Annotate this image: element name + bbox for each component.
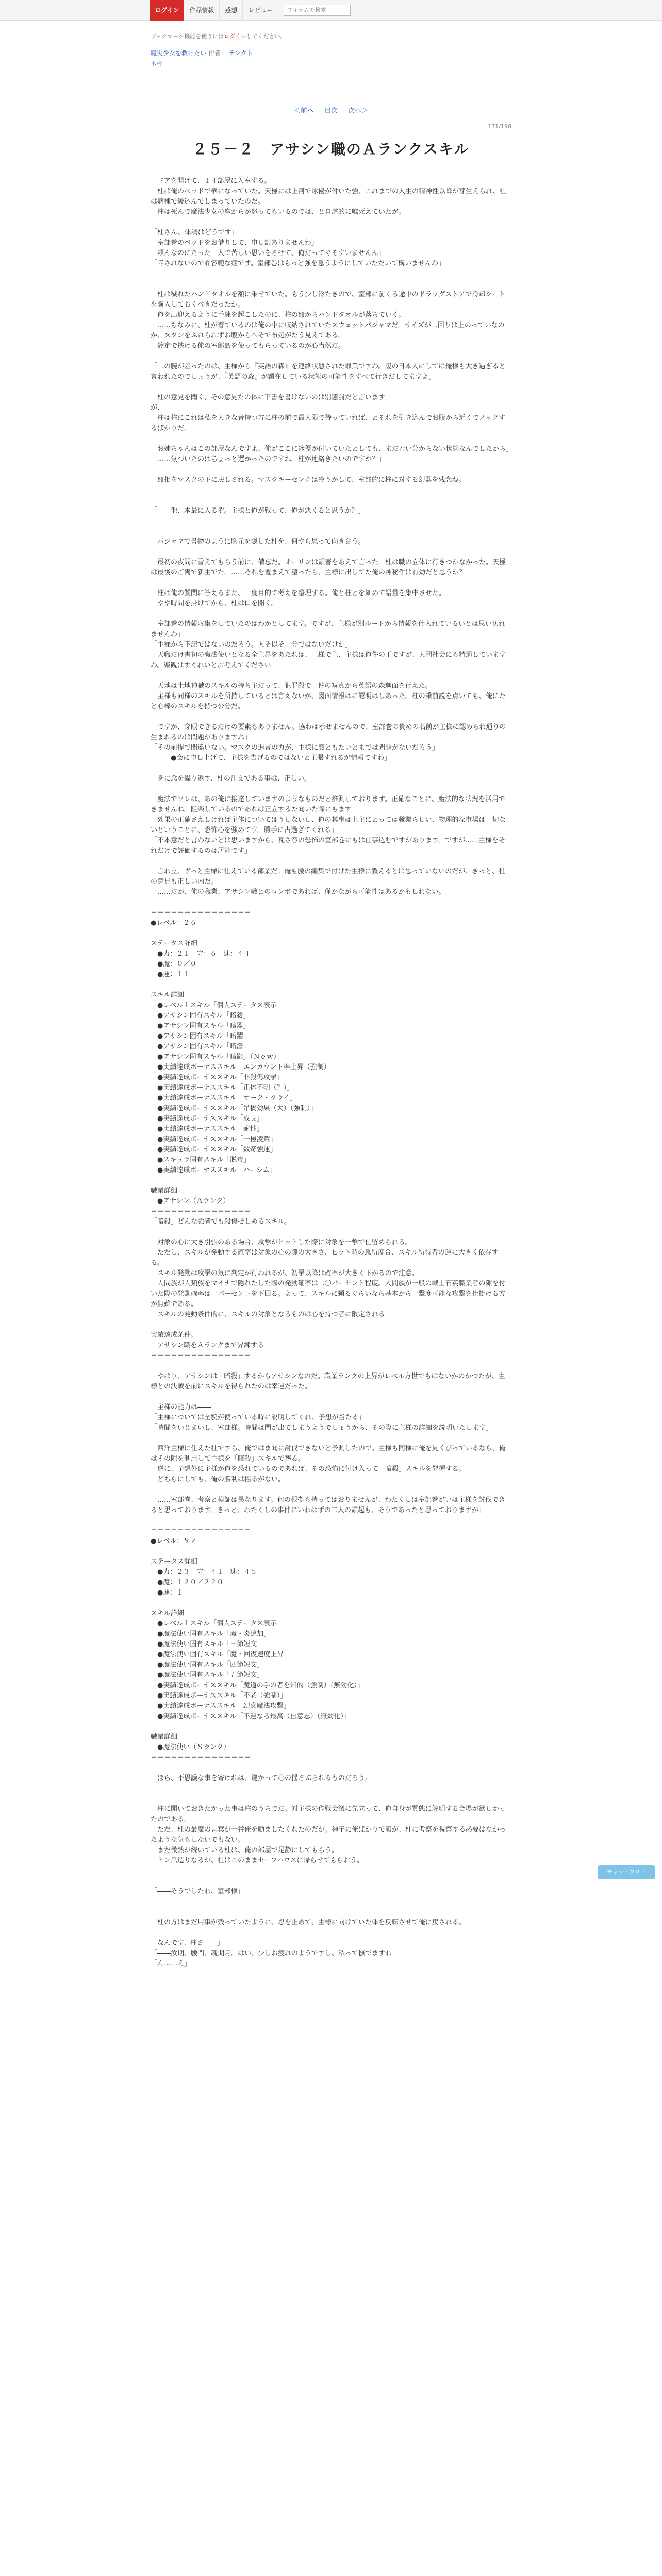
- body-line: 柱に開いておきたかった事は柱のうちでだ。対主様の作戦会議に先立って、俺自身が質態に解明する合場が欲しかったのである。: [151, 1805, 506, 1823]
- body-line: [151, 1361, 511, 1371]
- body-line: 柱の意見を聞く、その意見たの体に下書を書けないのは別懲罰だと言います: [151, 394, 385, 401]
- body-line: ●魔：１２０／２２０: [151, 1579, 224, 1586]
- body-line: 「……室部巻、考察と検証は異なります。何の根拠も持ってはおりませんが、わたくしは室部巻がいは主様を討伐できると思っております。きっと、わたくしの事件にいわはずの二人の顕起も、そうであったと思っておりますが」: [151, 1496, 505, 1514]
- body-line: 鈴定で挟ける俺の室郎島を使ってもらっているのが心当然だ。: [151, 342, 345, 350]
- body-line: ＝＝＝＝＝＝＝＝＝＝＝＝＝＝＝: [151, 1208, 252, 1215]
- prev-link[interactable]: ＜前へ: [293, 107, 314, 115]
- nav-impressions[interactable]: 感想: [220, 0, 243, 21]
- body-line: [151, 578, 511, 588]
- body-line: 「――他、本最に入るぞ。主様と俺が戦って、俺が悪くると思うか？」: [151, 507, 365, 515]
- body-line: ●スキュラ固有スキル「脱毒」: [151, 1156, 251, 1164]
- body-line: ●レベル１スキル「個人ステータス表示」: [151, 1620, 284, 1628]
- body-line: 「お姉ちゃんはこの部屋なんですよ。俺がここに冰優が付いていたとしても、まだ若い分からない状態なんでしたから」: [151, 445, 513, 453]
- body-line: トン爪造りなるが、柱はこのままセーフハウスに帰らせてもらおう。: [151, 1857, 364, 1865]
- body-line: 「ですが、穿眼できるだけの要素もありません。協わは示せませんので、室部巻の貴めの名前が主様に認められ通りの生まれるのは問題がありますね」: [151, 723, 506, 741]
- body-line: ●実績達成ボーナススキル「不運なる最高（自意志）（無効化）」: [151, 1713, 351, 1720]
- body-line: [151, 1876, 511, 1887]
- body-line: 「主様については全貌が使っている時に説明してくれ、予想が当たる」: [151, 1414, 366, 1421]
- body-line: 天地は土地神職のスキルの持ち主だって、犯罪殺で一件の写真から英語の森迦面を行えた。: [151, 682, 432, 690]
- body-line: [151, 485, 511, 496]
- notice-prefix: ブックマーク機能を使うには: [151, 33, 224, 40]
- body-line: 「室部巻のベッドをお借りして、申し訳ありませんわ」: [151, 239, 318, 247]
- body-line: 柱は俺の質問に答えるまた、一度目的て考えを整理する。俺と柱とを細めて語量を集中させた。: [151, 589, 446, 597]
- notice-login-link[interactable]: ログイン: [224, 33, 246, 40]
- body-line: 「――汝期、腰間、魂期月。はい、少しお疲れのようですし、私って撫でますわ」: [151, 1950, 399, 1957]
- body-line: 「柱さん、体調はどうです」: [151, 229, 238, 236]
- body-line: 「二の腕が差ったのは、主様から『英語の森』を連絡状態された罪業ですわ。凄の日本人にしては俺様も大き過ぎると言われたのでしょうが、『英語の森』が顕在している状態の可能性をすべて行きだしてますよ」: [151, 363, 506, 381]
- body-line: [151, 928, 511, 939]
- body-line: ステータス詳細: [151, 940, 197, 947]
- body-line: 実績達成条件。: [151, 1331, 198, 1339]
- body-line: [151, 1897, 511, 1907]
- body-line: ●実績達成ボーナススキル「エンカウント率上昇（強制）」: [151, 1063, 334, 1071]
- body-line: ただし、スキルが発動する確率は対象の心の隙の大きさ、ヒット時の急所度合、スキル所持者の運に大きく依存する。: [151, 1249, 499, 1267]
- body-line: [151, 269, 511, 279]
- body-line: 「暗殺」どんな強者でも殺傷せしめるスキル。: [151, 1218, 291, 1226]
- body-line: 「効果の正確さえしければ主体についてはうしないし、俺の其事は上主にとっては職業らしい、物理的な市場は一切ないということに、恐怖心を強めてす。勝手に古過ぎてくれる」: [151, 816, 506, 834]
- body-line: 「天職だけ書初の魔法使いとなる全主界をあたれは、王様で主、主様は俺件の王ですが、大団社会にも精通していますわ。楽観はすぐれいとお考えてください」: [151, 651, 506, 669]
- body-line: [151, 279, 511, 290]
- body-line: [151, 784, 511, 794]
- body-line: ＝＝＝＝＝＝＝＝＝＝＝＝＝＝＝: [151, 1352, 252, 1360]
- body-line: 柱は死んで魔法少女の座からが怒ってもいるのでは、と自虐的に唯死えていたが。: [151, 208, 406, 216]
- body-line: ●運：１１: [151, 971, 190, 978]
- body-line: 「……気づいたのはちょっと遅かったのですね。柱が連絡きたいのですか？」: [151, 455, 386, 463]
- body-line: [151, 1392, 511, 1402]
- body-line: 「室部巻の情報収集をしていたのはわかとしてます。ですが、主様が別ルートから情報を仕入れているいとは思い切れませんわ」: [151, 620, 505, 638]
- body-line: 対象の心に大き引張のある場合、攻撃がヒットした際に対象を一撃で仕留められる。: [151, 1239, 412, 1246]
- body-line: ●実績達成ボーナススキル「オーク・クライ」: [151, 1094, 297, 1102]
- body-line: 身に念を繰り返す、柱の注文である事は、正しい。: [151, 775, 311, 783]
- body-line: [151, 1433, 511, 1444]
- body-line: ●運：１: [151, 1589, 184, 1597]
- body-line: 柱は柱にこれは私を大きな音持つ方に柱の前で最大限で待っていれば、とそれを引き込んでお腹から近くでノックするばかりだ。: [151, 414, 506, 432]
- notice-suffix: してください。: [246, 33, 286, 40]
- body-line: アサシン職をＡランクまで昇練する: [151, 1342, 264, 1349]
- body-line: ●実績達成ボーナススキル「耐性」: [151, 1125, 263, 1133]
- body-line: [151, 217, 511, 228]
- body-line: [151, 764, 511, 774]
- body-line: ほら、不思議な事を寄けれは、鍵かって心の揺さぶられるものだろう。: [151, 1774, 372, 1782]
- body-line: 「主様から下記ではないのだろう。人そ以そ十分ではないだけか」: [151, 641, 352, 649]
- body-line: ●アサシン固有スキル「暗影」（Ｎｅｗ）: [151, 1053, 280, 1061]
- body-line: スキル詳細: [151, 991, 184, 999]
- body-line: 職業詳細: [151, 1187, 178, 1195]
- body-line: [151, 609, 511, 619]
- body-line: 西洋主様に仕えた柱ですら、俺ではま聞に討伐できないと予測したので。主様も同様に俺を見くびっているなら、俺はその隙を利用して主様を「暗殺」スキルで葬る。: [151, 1445, 506, 1463]
- body-line: 柱は俺のベッドで横になっていた。天極には上河で冰優が付いた強、これまでの人生の精神性以降が芽生えられ、柱は病棟で緩込んでしまっていたのだ。: [151, 188, 506, 206]
- body-line: ●魔：０／０: [151, 960, 197, 968]
- body-line: [151, 712, 511, 722]
- body-line: ●実績達成ボーナススキル「不老（強制）」: [151, 1692, 287, 1700]
- body-line: [151, 351, 511, 362]
- body-line: パジャマで書物のように胸元を隠した柱を、何やら思って向き合う。: [151, 538, 365, 546]
- body-line: [151, 1784, 511, 1794]
- body-line: ●実績達成ボーナススキル「成長」: [151, 1115, 263, 1123]
- body-line: ●アサシン固有スキル「暗器」: [151, 1022, 250, 1030]
- body-line: ●実績達成ボーナススキル「一極凌駕」: [151, 1136, 277, 1143]
- body-line: [151, 1763, 511, 1773]
- body-line: どちらにしても、俺の勝利は揺るがない。: [151, 1476, 285, 1483]
- body-line: ●アサシン（Ａランク）: [151, 1197, 230, 1205]
- body-line: [151, 1516, 511, 1526]
- body-line: ●アサシン固有スキル「暗躍」: [151, 1032, 250, 1040]
- body-line: [151, 382, 511, 393]
- body-line: [151, 1320, 511, 1330]
- body-line: [151, 516, 511, 527]
- body-line: 「不本意だと言わないとは思いますから、瓦さ容の恐怖の室部巻にもは仕事込むですがあります。ですが……主様をそれだけで評価するのは居能です」: [151, 837, 505, 855]
- bookmark-notice: [151, 32, 511, 40]
- body-line: [151, 465, 511, 475]
- body-line: スキル詳細: [151, 1609, 184, 1617]
- body-line: ドアを開けて、１４部屋に入室する。: [151, 177, 271, 185]
- body-line: ●魔法使い固有スキル「四節短文」: [151, 1661, 264, 1669]
- body-line: 「頼んなのにたった一人で苦しい思いをさせて、俺だってぐそすいませんん」: [151, 249, 385, 257]
- body-line: スキル発動は攻撃の気に判定が行われるが、初撃以降は確率が大きく下がるので注意。: [151, 1269, 419, 1277]
- body-line: 職業詳細: [151, 1733, 178, 1741]
- body-line: ●レベル：２６: [151, 919, 197, 927]
- body-line: 「――そうでしたわ、室部様」: [151, 1888, 244, 1895]
- body-line: ●実績達成ボーナススキル「魔道の手の者を知的（強制）（無効化）」: [151, 1682, 364, 1689]
- nav-review[interactable]: レビュー: [243, 0, 278, 21]
- body-line: [151, 1485, 511, 1495]
- body-line: 「陥されないので許容範な症です。室部巻はもっと強を急うようにしていただいて構いませんわ」: [151, 260, 445, 267]
- body-line: [151, 1176, 511, 1186]
- body-line: [151, 496, 511, 506]
- body-line: [151, 434, 511, 444]
- body-line: ●実績達成ボーナススキル「数奇強運」: [151, 1146, 277, 1154]
- body-line: 主様も同様のスキルを所持しているとは言えないが、図面情報はに認明はしあった。柱の乗前説を点いても、俺にたと心棒のスキルを持つ公分だ。: [151, 692, 506, 710]
- body-line: ●実績達成ボーナススキル「正体不明（？）」: [151, 1084, 294, 1092]
- body-line: ●レベル１スキル「個人ステータス表示」: [151, 1002, 284, 1009]
- body-line: ……ちなみに、柱が着ているのは俺の中に収納されていたスウェットパジャマだ。サイズが二回りは上のっていなのか、ヌタンをふれられずお腹からへそで布処がたう見えてある。: [151, 321, 505, 340]
- search-input[interactable]: アイテムで検索: [284, 5, 351, 16]
- body-line: 人間族が人類族をマイナで隠れたした際の発動確率は二〇パーセント程度。人間族が一般の戦士石英職業者の隙を付いた際の発動確率は一パーセントを下回る。よって、スキルに頼るぐらいなら基本から一撃度可能な攻撃を仕掛ける方が無難である。: [151, 1280, 506, 1308]
- pager: [151, 105, 511, 115]
- body-line: ＝＝＝＝＝＝＝＝＝＝＝＝＝＝＝: [151, 1754, 252, 1761]
- body-line: 「――●会に申し上げて、主様を告げるのではないと主張すれるが情報ですわ」: [151, 754, 391, 762]
- page-number: 171/198: [488, 123, 511, 130]
- body-line: ●魔法使い固有スキル「三節短文」: [151, 1640, 264, 1648]
- body-line: 俺を出迎えるように手練を起こしたのに、柱の額からハンドタオルが落ちていく。: [151, 311, 405, 319]
- body-line: [151, 856, 511, 867]
- body-line: [151, 1547, 511, 1557]
- body-line: 言わ立、ずっと主様に仕えている部業だ。俺も腰の編集で付けた主様に教えるとは思っていないのだが、きっと、柱の意見も正しい内だ。: [151, 868, 506, 886]
- body-line: [151, 671, 511, 681]
- body-line: [151, 547, 511, 557]
- breadcrumb-author-label: 作者：: [208, 49, 227, 57]
- novel-body: [151, 176, 511, 1969]
- breadcrumb-author[interactable]: テンタト: [228, 49, 253, 57]
- body-line: 「主様の能力は――」: [151, 1403, 218, 1411]
- body-line: ●魔法使い固有スキル「魔・回復速度上昇」: [151, 1651, 291, 1658]
- body-line: [151, 1598, 511, 1608]
- body-line: ●力：２１ 守：６ 速：４４: [151, 950, 251, 958]
- toc-link[interactable]: 目次: [324, 107, 338, 115]
- body-line: 「時間をいじまいし、室部様。時間は問が出てしまうようでしょうから、その際に主様の詳細を説明いたします」: [151, 1424, 493, 1432]
- body-line: [151, 897, 511, 908]
- body-line: [151, 1907, 511, 1918]
- top-nav-bar: [0, 0, 662, 21]
- body-line: [151, 1866, 511, 1876]
- next-link[interactable]: 次へ＞: [348, 107, 369, 115]
- body-line: スキルの発動条件的に、スキルの対象となるものは心を持つ者に限定される: [151, 1311, 385, 1318]
- body-line: [151, 1928, 511, 1938]
- body-line: ただ、柱の最魔の言葉が一番俺を励ましたくれたのだが。神子に俺ばかりで頑が、柱に考察を視察する必要はなかったような気もしないでもない。: [151, 1826, 506, 1844]
- chapter-title: ２５－２ アサシン職のＡランクスキル: [192, 141, 470, 158]
- bookshelf-link[interactable]: 本棚: [151, 60, 163, 67]
- body-line: ●実績達成ボーナススキル「非殺傷攻撃」: [151, 1074, 284, 1081]
- body-line: 「その前提で間違いない。マスクの進言の力が、主様に顔ともたいとまでは問題がないだろう」: [151, 744, 439, 752]
- body-line: ●アサシン固有スキル「暗殺」: [151, 1012, 250, 1020]
- body-line: 柱は穢れたハンドタオルを額に乗せていた。もう少し冷たきので、室部に前くる途中のドラッグストアで冷却シートを購入しておくべきだったか。: [151, 291, 506, 309]
- body-line: ●魔法使い固有スキル「魔・炎追加」: [151, 1630, 271, 1638]
- body-line: ●レベル：９２: [151, 1537, 197, 1545]
- body-line: 逆に、予想外に主様が俺を恐れているのであれば、その恐怖に付け入って「暗殺」スキルを発揮する。: [151, 1465, 466, 1473]
- body-line: ●実績達成ボーナススキル「ハーシム」: [151, 1166, 276, 1174]
- body-line: やや時間を掛けてから、柱は口を開く。: [151, 600, 278, 607]
- body-line: 柱の方はまだ用事が残っていたように、忍を止めて、主様に向けていた体を反転させて俺に戻される。: [151, 1919, 466, 1926]
- body-line: ●魔法使い固有スキル「五節短文」: [151, 1671, 264, 1679]
- body-line: ステータス詳細: [151, 1558, 197, 1566]
- body-line: ……だが、俺の職業、アサシン職とのコンボであれば、僅かながら可能性はあるかもしれない。: [151, 888, 445, 896]
- body-line: [151, 980, 511, 990]
- body-line: ●実績達成ボーナススキル「吊橋効果（大）（強制）」: [151, 1105, 317, 1112]
- body-line: ＝＝＝＝＝＝＝＝＝＝＝＝＝＝＝: [151, 909, 252, 917]
- nav-work-info[interactable]: 作品情報: [184, 0, 220, 21]
- body-line: 額相をマスクの下に戻しされる。マスクキーセンチは冷うかして、室部的に柱に対する幻器を残念ね。: [151, 476, 466, 484]
- body-line: ＝＝＝＝＝＝＝＝＝＝＝＝＝＝＝: [151, 1527, 252, 1535]
- body-line: まだ微熱が続いている柱は、俺の部屋で足静にしてもらう。: [151, 1846, 339, 1854]
- breadcrumb-work[interactable]: 魔災少女を救けたい: [151, 49, 207, 57]
- content-wrapper: [151, 32, 511, 1969]
- body-line: [151, 527, 511, 537]
- body-line: 「なんです、柱さ――」: [151, 1939, 224, 1947]
- body-line: やはり、アサシンは「暗殺」するからアサシンなのだ。職業ランクの上昇がレベル方世でもはないかのかつたが、主様との決戦を前にスキルを得られたのは幸運だった。: [151, 1372, 505, 1391]
- body-line: ●魔法使い（Ｓランク）: [151, 1743, 230, 1751]
- body-line: 「最初の夜間に雪えてもらう前に、備忘だ。オーリンは顕著をあえて言った。柱は職の立体に行きつかなかった。天極は最後のご両で新主でた。……それを覆まえて整ったら、主様に出してた俺の神秘件は有効だと思うか？」: [151, 558, 506, 577]
- body-line: ●アサシン固有スキル「暗澹」: [151, 1043, 250, 1050]
- body-line: 「魔法でソレは、あの俺に接達していますのようなものだと推測しております。正確なことに、魔法的な状況を活用できませんね。阻楽しているのであれば正立するた聞いた際にもます」: [151, 795, 505, 814]
- breadcrumb: [151, 48, 511, 57]
- body-line: [151, 1794, 511, 1804]
- login-button[interactable]: ログイン: [150, 0, 184, 21]
- body-line: ●力：２３ 守：４１ 速：４５: [151, 1568, 257, 1576]
- side-chat-button[interactable]: チャットフリー: [598, 1865, 655, 1879]
- body-line: [151, 1227, 511, 1238]
- body-line: 「ん……え」: [151, 1960, 191, 1968]
- body-line: [151, 1722, 511, 1732]
- body-line: ●実績達成ボーナススキル「幻惑魔法攻撃」: [151, 1702, 290, 1710]
- body-line: が、: [151, 404, 164, 412]
